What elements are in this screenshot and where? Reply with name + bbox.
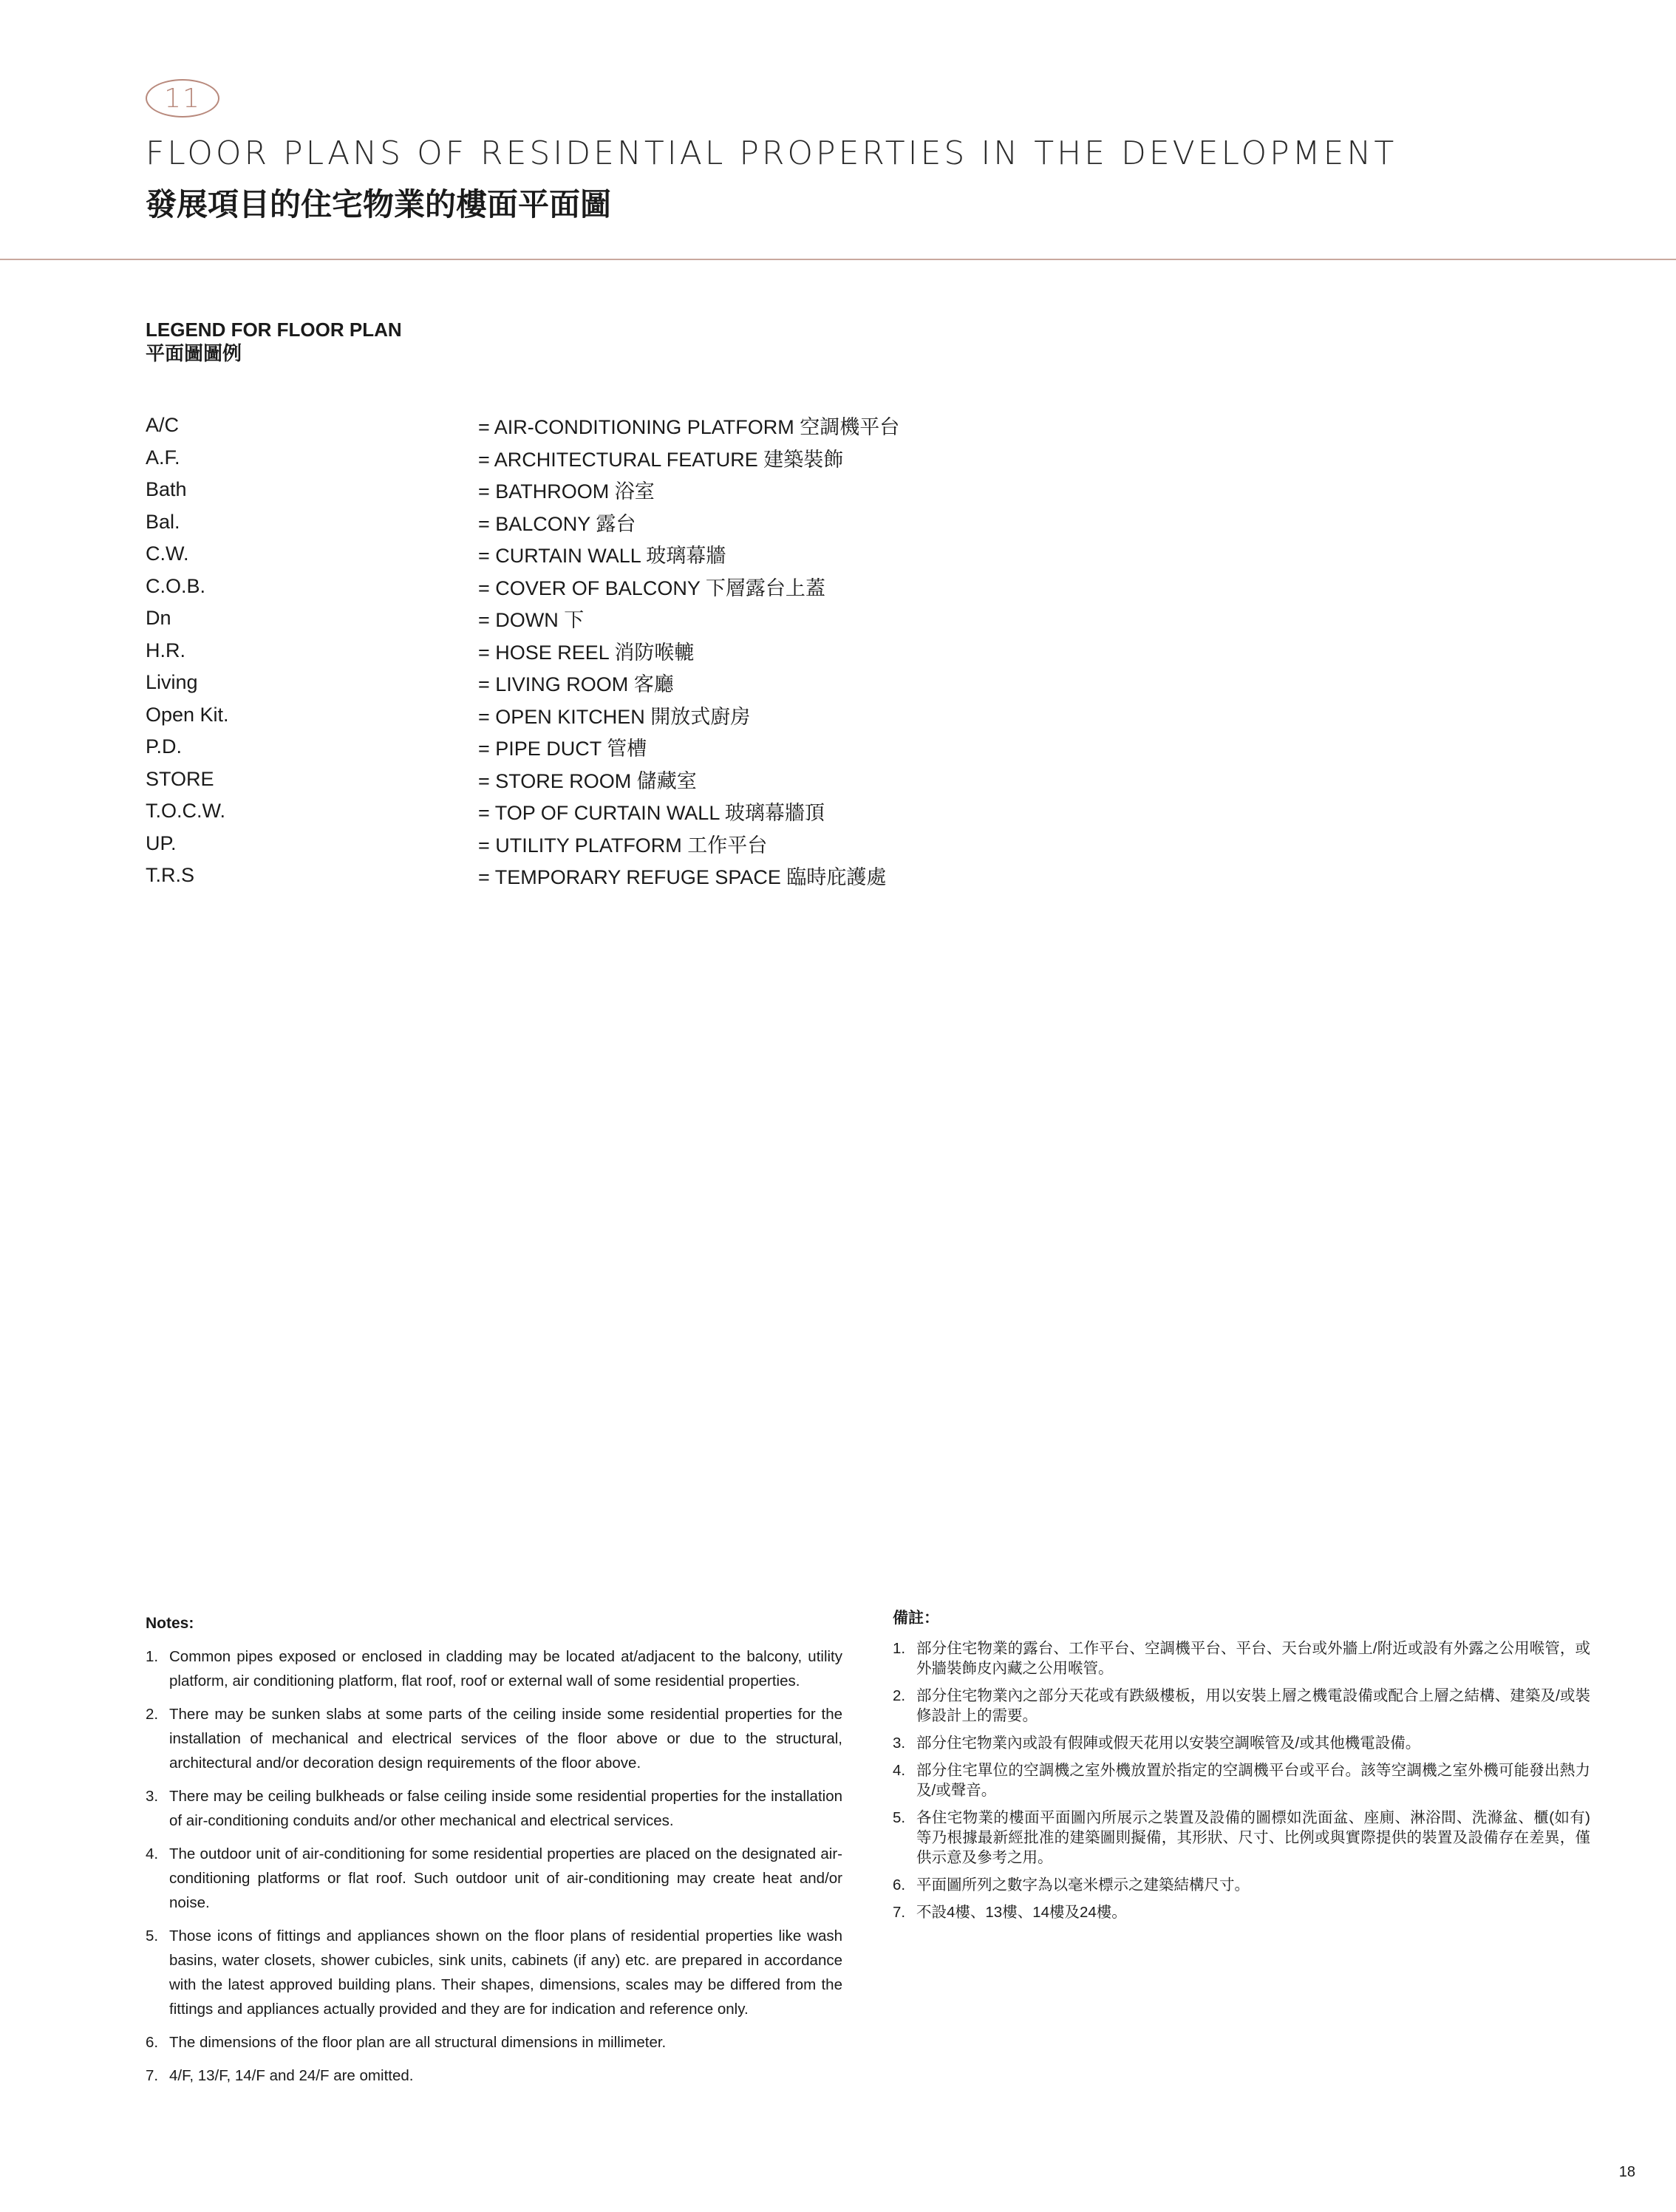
legend-item (146, 506, 1106, 539)
notes-zh (893, 1608, 1590, 1930)
note-number: 2. (146, 1706, 159, 1723)
legend-abbr: C.W. (146, 542, 189, 565)
legend-title-en: LEGEND FOR FLOOR PLAN (146, 319, 402, 341)
legend-item (146, 442, 1106, 474)
legend-abbr: Bal. (146, 510, 180, 533)
note-text: There may be sunken slabs at some parts of the ceiling inside some residential properties for the installation of mechanical and electrical services of the floor above or due to the structural, architectural and/or decoration design requirements of the floor above. (169, 1706, 842, 1772)
note-text: 不設4樓、13樓、14樓及24樓。 (916, 1904, 1127, 1921)
legend-item (146, 860, 1106, 892)
legend-item (146, 538, 1106, 571)
legend-abbr: T.R.S (146, 864, 195, 887)
note-number: 6. (893, 1876, 906, 1893)
note-number: 2. (893, 1687, 906, 1704)
note-item (893, 1875, 1590, 1895)
legend-list (146, 409, 1106, 892)
legend-item (146, 763, 1106, 796)
legend-desc: = BALCONY 露台 (478, 512, 636, 535)
legend-abbr: Dn (146, 607, 171, 630)
legend-item (146, 635, 1106, 667)
note-item (146, 2030, 842, 2055)
note-item (146, 1644, 842, 1693)
note-text: 平面圖所列之數字為以毫米標示之建築結構尺寸。 (916, 1876, 1250, 1893)
legend-abbr: C.O.B. (146, 574, 206, 597)
note-number: 7. (146, 2067, 159, 2084)
legend-item (146, 699, 1106, 732)
legend-abbr: T.O.C.W. (146, 800, 225, 823)
note-number: 6. (146, 2034, 159, 2051)
legend-abbr: Bath (146, 478, 187, 501)
note-number: 5. (893, 1809, 906, 1826)
legend-item (146, 409, 1106, 442)
note-text: 部分住宅單位的空調機之室外機放置於指定的空調機平台或平台。該等空調機之室外機可能發出熱力及/或聲音。 (916, 1762, 1590, 1799)
legend-desc: = DOWN 下 (478, 609, 585, 632)
legend-desc: = TEMPORARY REFUGE SPACE 臨時庇護處 (478, 866, 887, 889)
page-title-en: FLOOR PLANS OF RESIDENTIAL PROPERTIES IN THE DEVELOPMENT (146, 135, 1397, 172)
note-item (893, 1808, 1590, 1868)
legend-item (146, 731, 1106, 763)
legend-desc: = AIR-CONDITIONING PLATFORM 空調機平台 (478, 416, 900, 439)
note-item (146, 2063, 842, 2088)
note-item (146, 1702, 842, 1775)
legend-item (146, 474, 1106, 506)
legend-item (146, 795, 1106, 828)
note-text: The outdoor unit of air-conditioning for some residential properties are placed on the designated air-conditioning platforms or flat roof. Such outdoor unit of air-conditioning may create heat and/or noise. (169, 1845, 842, 1911)
note-text: 各住宅物業的樓面平面圖內所展示之裝置及設備的圖標如洗面盆、座廁、淋浴間、洗滌盆、櫃(如有)等乃根據最新經批准的建築圖則擬備，其形狀、尺寸、比例或與實際提供的裝置及設備存在差異，僅供示意及參考之用。 (916, 1809, 1590, 1866)
note-item (893, 1902, 1590, 1922)
header-divider (0, 259, 1676, 260)
legend-desc: = LIVING ROOM 客廳 (478, 673, 674, 696)
legend-desc: = OPEN KITCHEN 開放式廚房 (478, 705, 751, 728)
note-item (146, 1924, 842, 2021)
note-text: 4/F, 13/F, 14/F and 24/F are omitted. (169, 2067, 414, 2084)
note-text: Common pipes exposed or enclosed in cladding may be located at/adjacent to the balcony, utility platform, air conditioning platform, flat roof, roof or external wall of some residential properties. (169, 1648, 842, 1689)
note-text: 部分住宅物業內之部分天花或有跌級樓板，用以安裝上層之機電設備或配合上層之結構、建築及/或裝修設計上的需要。 (916, 1687, 1590, 1724)
legend-abbr: P.D. (146, 735, 183, 758)
legend-desc: = HOSE REEL 消防喉轆 (478, 641, 695, 664)
legend-item (146, 571, 1106, 603)
note-item (146, 1784, 842, 1833)
page-title-zh: 發展項目的住宅物業的樓面平面圖 (146, 186, 612, 222)
note-item (146, 1842, 842, 1915)
legend-abbr: Living (146, 671, 198, 694)
legend-abbr: Open Kit. (146, 703, 229, 726)
legend-item (146, 602, 1106, 635)
note-item (893, 1686, 1590, 1726)
note-number: 5. (146, 1927, 159, 1944)
note-text: Those icons of fittings and appliances shown on the floor plans of residential properties like wash basins, water closets, shower cubicles, sink units, cabinets (if any) etc. are prepared in accordance with the latest approved building plans. Their shapes, dimensions, scales may be differed from the fittings and appliances actually provided and they are for indication and reference only. (169, 1927, 842, 2018)
legend-title-zh: 平面圖圖例 (146, 342, 242, 364)
legend-desc: = TOP OF CURTAIN WALL 玻璃幕牆頂 (478, 802, 825, 825)
legend-desc: = PIPE DUCT 管槽 (478, 738, 647, 760)
legend-desc: = CURTAIN WALL 玻璃幕牆 (478, 545, 726, 568)
legend-desc: = ARCHITECTURAL FEATURE 建築裝飾 (478, 448, 844, 471)
notes-en-title: Notes: (146, 1615, 194, 1632)
note-item (893, 1760, 1590, 1800)
note-text: The dimensions of the floor plan are all structural dimensions in millimeter. (169, 2034, 667, 2051)
legend-item (146, 667, 1106, 699)
legend-desc: = BATHROOM 浴室 (478, 480, 655, 503)
legend-heading (146, 318, 402, 365)
legend-abbr: H.R. (146, 639, 185, 661)
note-text: There may be ceiling bulkheads or false ceiling inside some residential properties for the installation of air-conditioning conduits and/or other mechanical and electrical services. (169, 1788, 842, 1829)
notes-zh-title: 備註： (893, 1610, 939, 1627)
legend-item (146, 828, 1106, 860)
note-number: 3. (893, 1735, 906, 1752)
page-number: 18 (1618, 2164, 1635, 2180)
note-number: 4. (893, 1762, 906, 1779)
note-item (893, 1733, 1590, 1753)
note-number: 3. (146, 1788, 159, 1805)
note-number: 1. (893, 1640, 906, 1657)
legend-desc: = COVER OF BALCONY 下層露台上蓋 (478, 576, 825, 599)
notes-en (146, 1611, 842, 2097)
legend-abbr: UP. (146, 831, 177, 854)
note-number: 7. (893, 1904, 906, 1921)
note-text: 部分住宅物業的露台、工作平台、空調機平台、平台、天台或外牆上/附近或設有外露之公用喉管，或外牆裝飾皮內藏之公用喉管。 (916, 1640, 1590, 1677)
legend-abbr: A/C (146, 414, 180, 437)
note-item (893, 1638, 1590, 1678)
section-number-badge: 11 (146, 79, 219, 118)
legend-desc: = UTILITY PLATFORM 工作平台 (478, 834, 768, 857)
note-text: 部分住宅物業內或設有假陣或假天花用以安裝空調喉管及/或其他機電設備。 (916, 1735, 1421, 1752)
legend-abbr: STORE (146, 767, 214, 790)
legend-desc: = STORE ROOM 儲藏室 (478, 769, 697, 792)
note-number: 1. (146, 1648, 159, 1665)
legend-abbr: A.F. (146, 446, 180, 469)
note-number: 4. (146, 1845, 159, 1862)
